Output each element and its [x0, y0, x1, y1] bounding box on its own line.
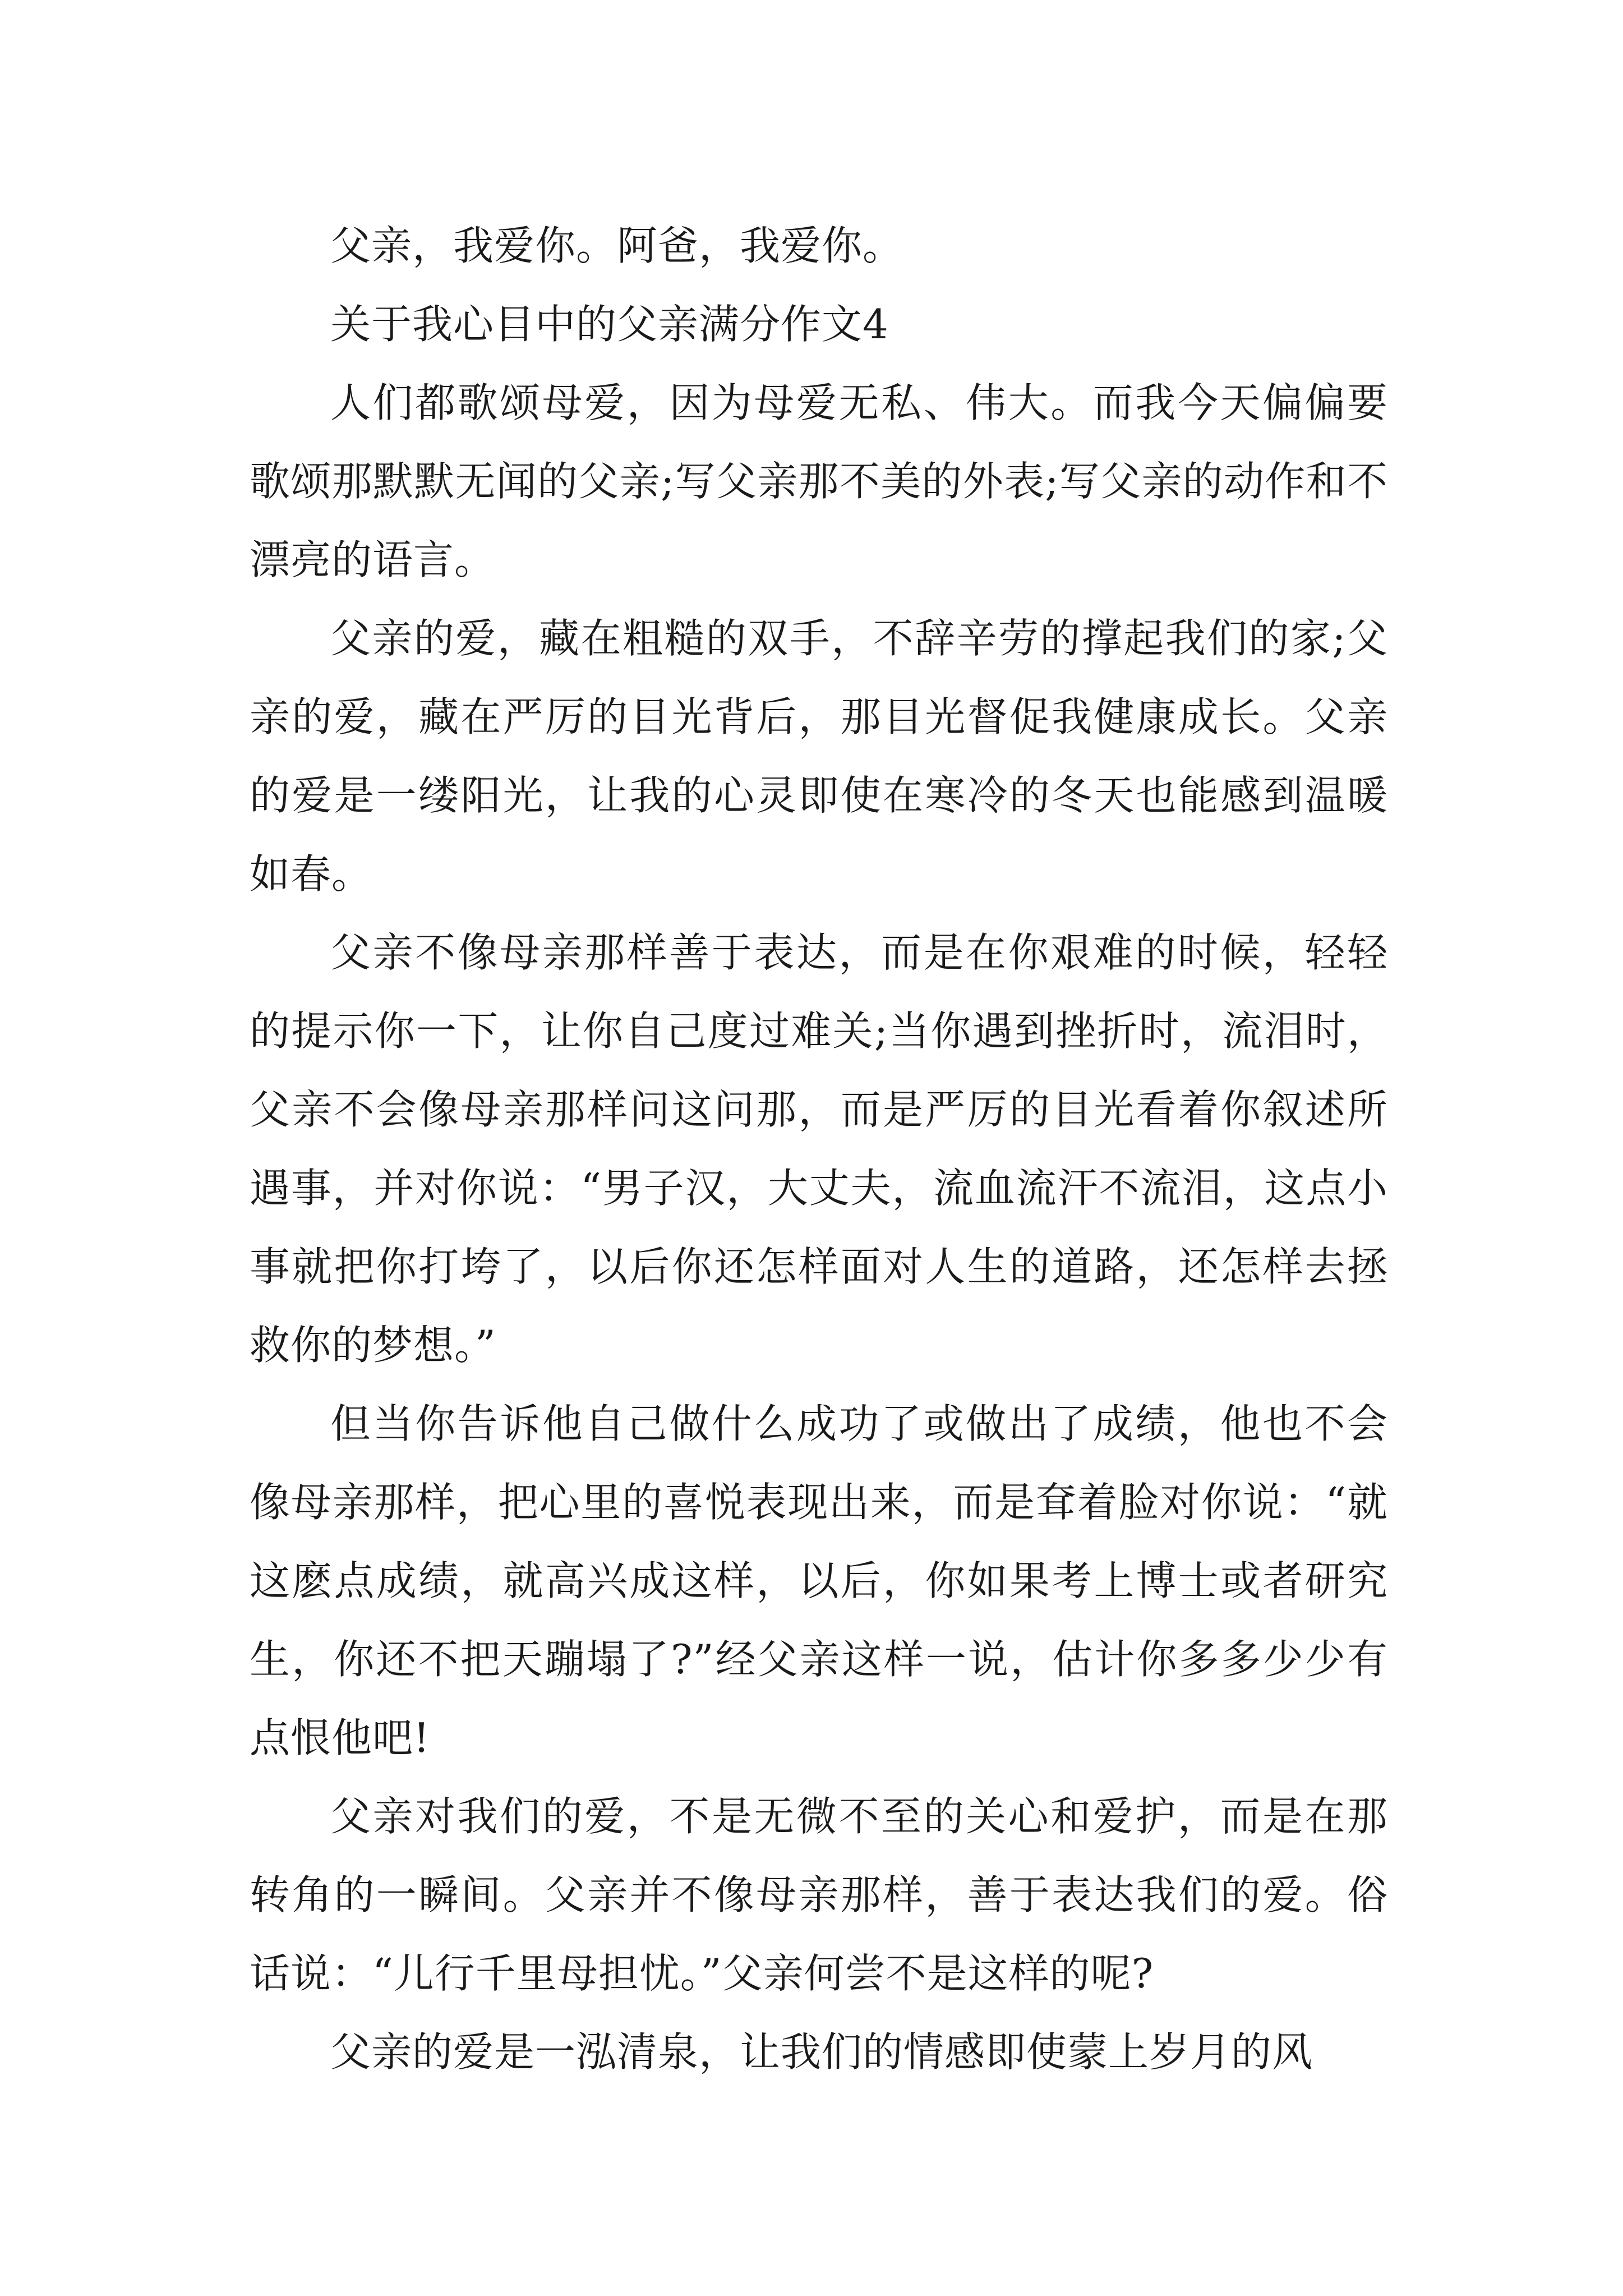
paragraph-closing-line: 父亲，我爱你。阿爸，我爱你。 [330, 222, 904, 269]
essay-heading: 关于我心目中的父亲满分作文4 [330, 301, 889, 348]
paragraph-not-expressive: 父亲不像母亲那样善于表达，而是在你艰难的时候，轻轻的提示你一下，让你自己度过难关;当你遇到挫折时，流泪时，父亲不会像母亲那样问这问那，而是严厉的目光看着你叙述所遇事，并对你说：“男子汉，大丈夫，流血流汗不流泪，这点小事就把你打垮了，以后你还怎样面对人生的道路，还怎样去拯救你的梦想。” [250, 929, 1388, 1369]
paragraph-fathers-love: 父亲的爱，藏在粗糙的双手，不辞辛劳的撑起我们的家;父亲的爱，藏在严厉的目光背后，那目光督促我健康成长。父亲的爱是一缕阳光，让我的心灵即使在寒冷的冬天也能感到温暖如春。 [250, 615, 1388, 898]
paragraph-turning-corner: 父亲对我们的爱，不是无微不至的关心和爱护，而是在那转角的一瞬间。父亲并不像母亲那样，善于表达我们的爱。俗话说：“儿行千里母担忧。”父亲何尝不是这样的呢? [250, 1793, 1388, 1997]
document-body [250, 206, 1388, 2091]
paragraph-clear-spring: 父亲的爱是一泓清泉，让我们的情感即使蒙上岁月的风 [330, 2028, 1313, 2076]
paragraph-intro: 人们都歌颂母爱，因为母爱无私、伟大。而我今天偏偏要歌颂那默默无闻的父亲;写父亲那不美的外表;写父亲的动作和不漂亮的语言。 [250, 379, 1388, 583]
paragraph-success: 但当你告诉他自己做什么成功了或做出了成绩，他也不会像母亲那样，把心里的喜悦表现出来，而是耷着脸对你说：“就这麽点成绩，就高兴成这样，以后，你如果考上博士或者研究生，你还不把天蹦塌了?”经父亲这样一说，估计你多多少少有点恨他吧! [250, 1400, 1388, 1761]
